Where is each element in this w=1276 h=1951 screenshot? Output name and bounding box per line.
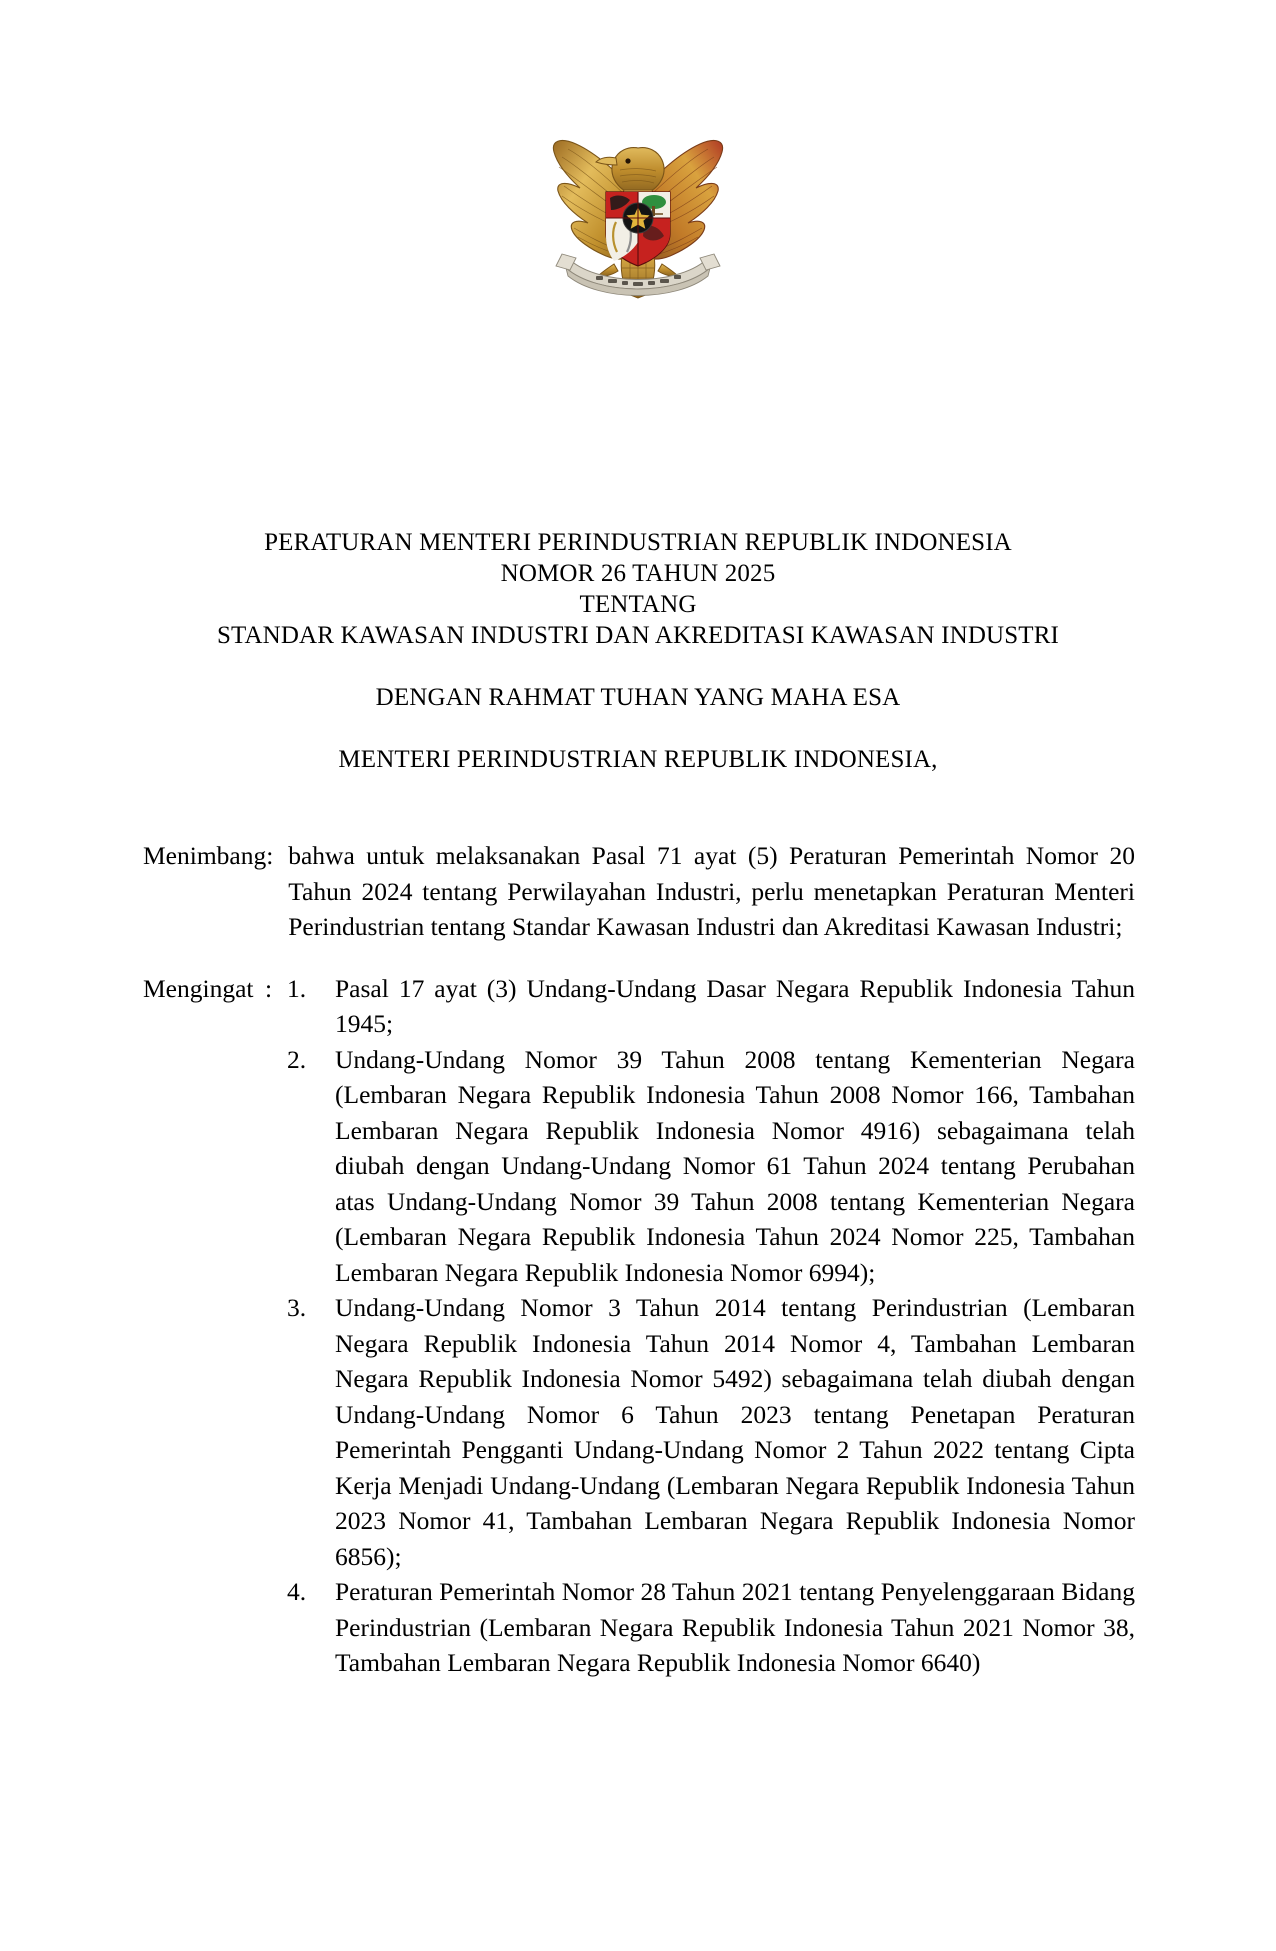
list-item-number: 4. bbox=[287, 1577, 307, 1606]
title-spacer-1 bbox=[143, 651, 1133, 682]
emblem-container bbox=[0, 118, 1276, 303]
list-item-text: Pasal 17 ayat (3) Undang-Undang Dasar Negara Republik Indonesia Tahun 1945; bbox=[335, 973, 1135, 1038]
list-item bbox=[287, 1574, 1135, 1681]
menimbang-text: bahwa untuk melaksanakan Pasal 71 ayat (5) Peraturan Pemerintah Nomor 20 Tahun 2024 tentang Perwilayahan Industri, perlu menetapkan Peraturan Menteri Perindustrian tentang Standar Kawasan Industri dan Akreditasi Kawasan Industri; bbox=[288, 841, 1135, 941]
garuda-pancasila-icon bbox=[540, 118, 736, 300]
list-item bbox=[287, 971, 1135, 1042]
title-line-3: TENTANG bbox=[579, 591, 697, 618]
issuer-line: MENTERI PERINDUSTRIAN REPUBLIK INDONESIA, bbox=[338, 746, 938, 773]
mengingat-body bbox=[287, 971, 1135, 1681]
clause-menimbang bbox=[143, 838, 1135, 945]
blessing-line: DENGAN RAHMAT TUHAN YANG MAHA ESA bbox=[375, 684, 901, 711]
menimbang-label: Menimbang bbox=[143, 841, 267, 870]
mengingat-list bbox=[287, 971, 1135, 1681]
title-line-1: PERATURAN MENTERI PERINDUSTRIAN REPUBLIK INDONESIA bbox=[264, 529, 1012, 556]
document-body bbox=[143, 838, 1135, 1681]
title-line-4: STANDAR KAWASAN INDUSTRI DAN AKREDITASI KAWASAN INDUSTRI bbox=[216, 622, 1060, 649]
title-line-2: NOMOR 26 TAHUN 2025 bbox=[500, 560, 776, 587]
title-spacer-2 bbox=[143, 713, 1133, 744]
list-item bbox=[287, 1042, 1135, 1291]
list-item-number: 2. bbox=[287, 1044, 307, 1074]
list-item-number: 1. bbox=[287, 973, 307, 1003]
mengingat-colon: : bbox=[265, 973, 273, 1003]
menimbang-body bbox=[288, 838, 1135, 945]
clause-mengingat bbox=[143, 971, 1135, 1681]
list-item-text: Undang-Undang Nomor 3 Tahun 2014 tentang Perindustrian (Lembaran Negara Republik Indonesia Tahun 2014 Nomor 4, Tambahan Lembaran Negara Republik Indonesia Nomor 5492) sebagaimana telah diubah dengan Undang-Undang Nomor 6 Tahun 2023 tentang Penetapan Peraturan Pemerintah Pengganti Undang-Undang Nomor 2 Tahun 2022 tentang Cipta Kerja Menjadi Undang-Undang (Lembaran Negara Republik Indonesia Tahun 2023 Nomor 41, Tambahan Lembaran Negara Republik Indonesia Nomor 6856); bbox=[335, 1293, 1135, 1571]
document-title-block bbox=[143, 527, 1133, 775]
list-item-text: Peraturan Pemerintah Nomor 28 Tahun 2021 tentang Penyelenggaraan Bidang Perindustrian (Lembaran Negara Republik Indonesia Tahun 2021 Nomor 38, Tambahan Lembaran Negara Republik Indonesia Nomor 6640) bbox=[335, 1577, 1135, 1677]
menimbang-colon: : bbox=[266, 841, 274, 870]
list-item-text: Undang-Undang Nomor 39 Tahun 2008 tentang Kementerian Negara (Lembaran Negara Republik Indonesia Tahun 2008 Nomor 166, Tambahan Lembaran Negara Republik Indonesia Nomor 4916) sebagaimana telah diubah dengan Undang-Undang Nomor 61 Tahun 2024 tentang Perubahan atas Undang-Undang Nomor 39 Tahun 2008 tentang Kementerian Negara (Lembaran Negara Republik Indonesia Tahun 2024 Nomor 225, Tambahan Lembaran Negara Republik Indonesia Nomor 6994); bbox=[335, 1044, 1135, 1287]
list-item-number: 3. bbox=[287, 1293, 307, 1322]
list-item bbox=[287, 1290, 1135, 1574]
mengingat-label: Mengingat bbox=[143, 973, 254, 1003]
